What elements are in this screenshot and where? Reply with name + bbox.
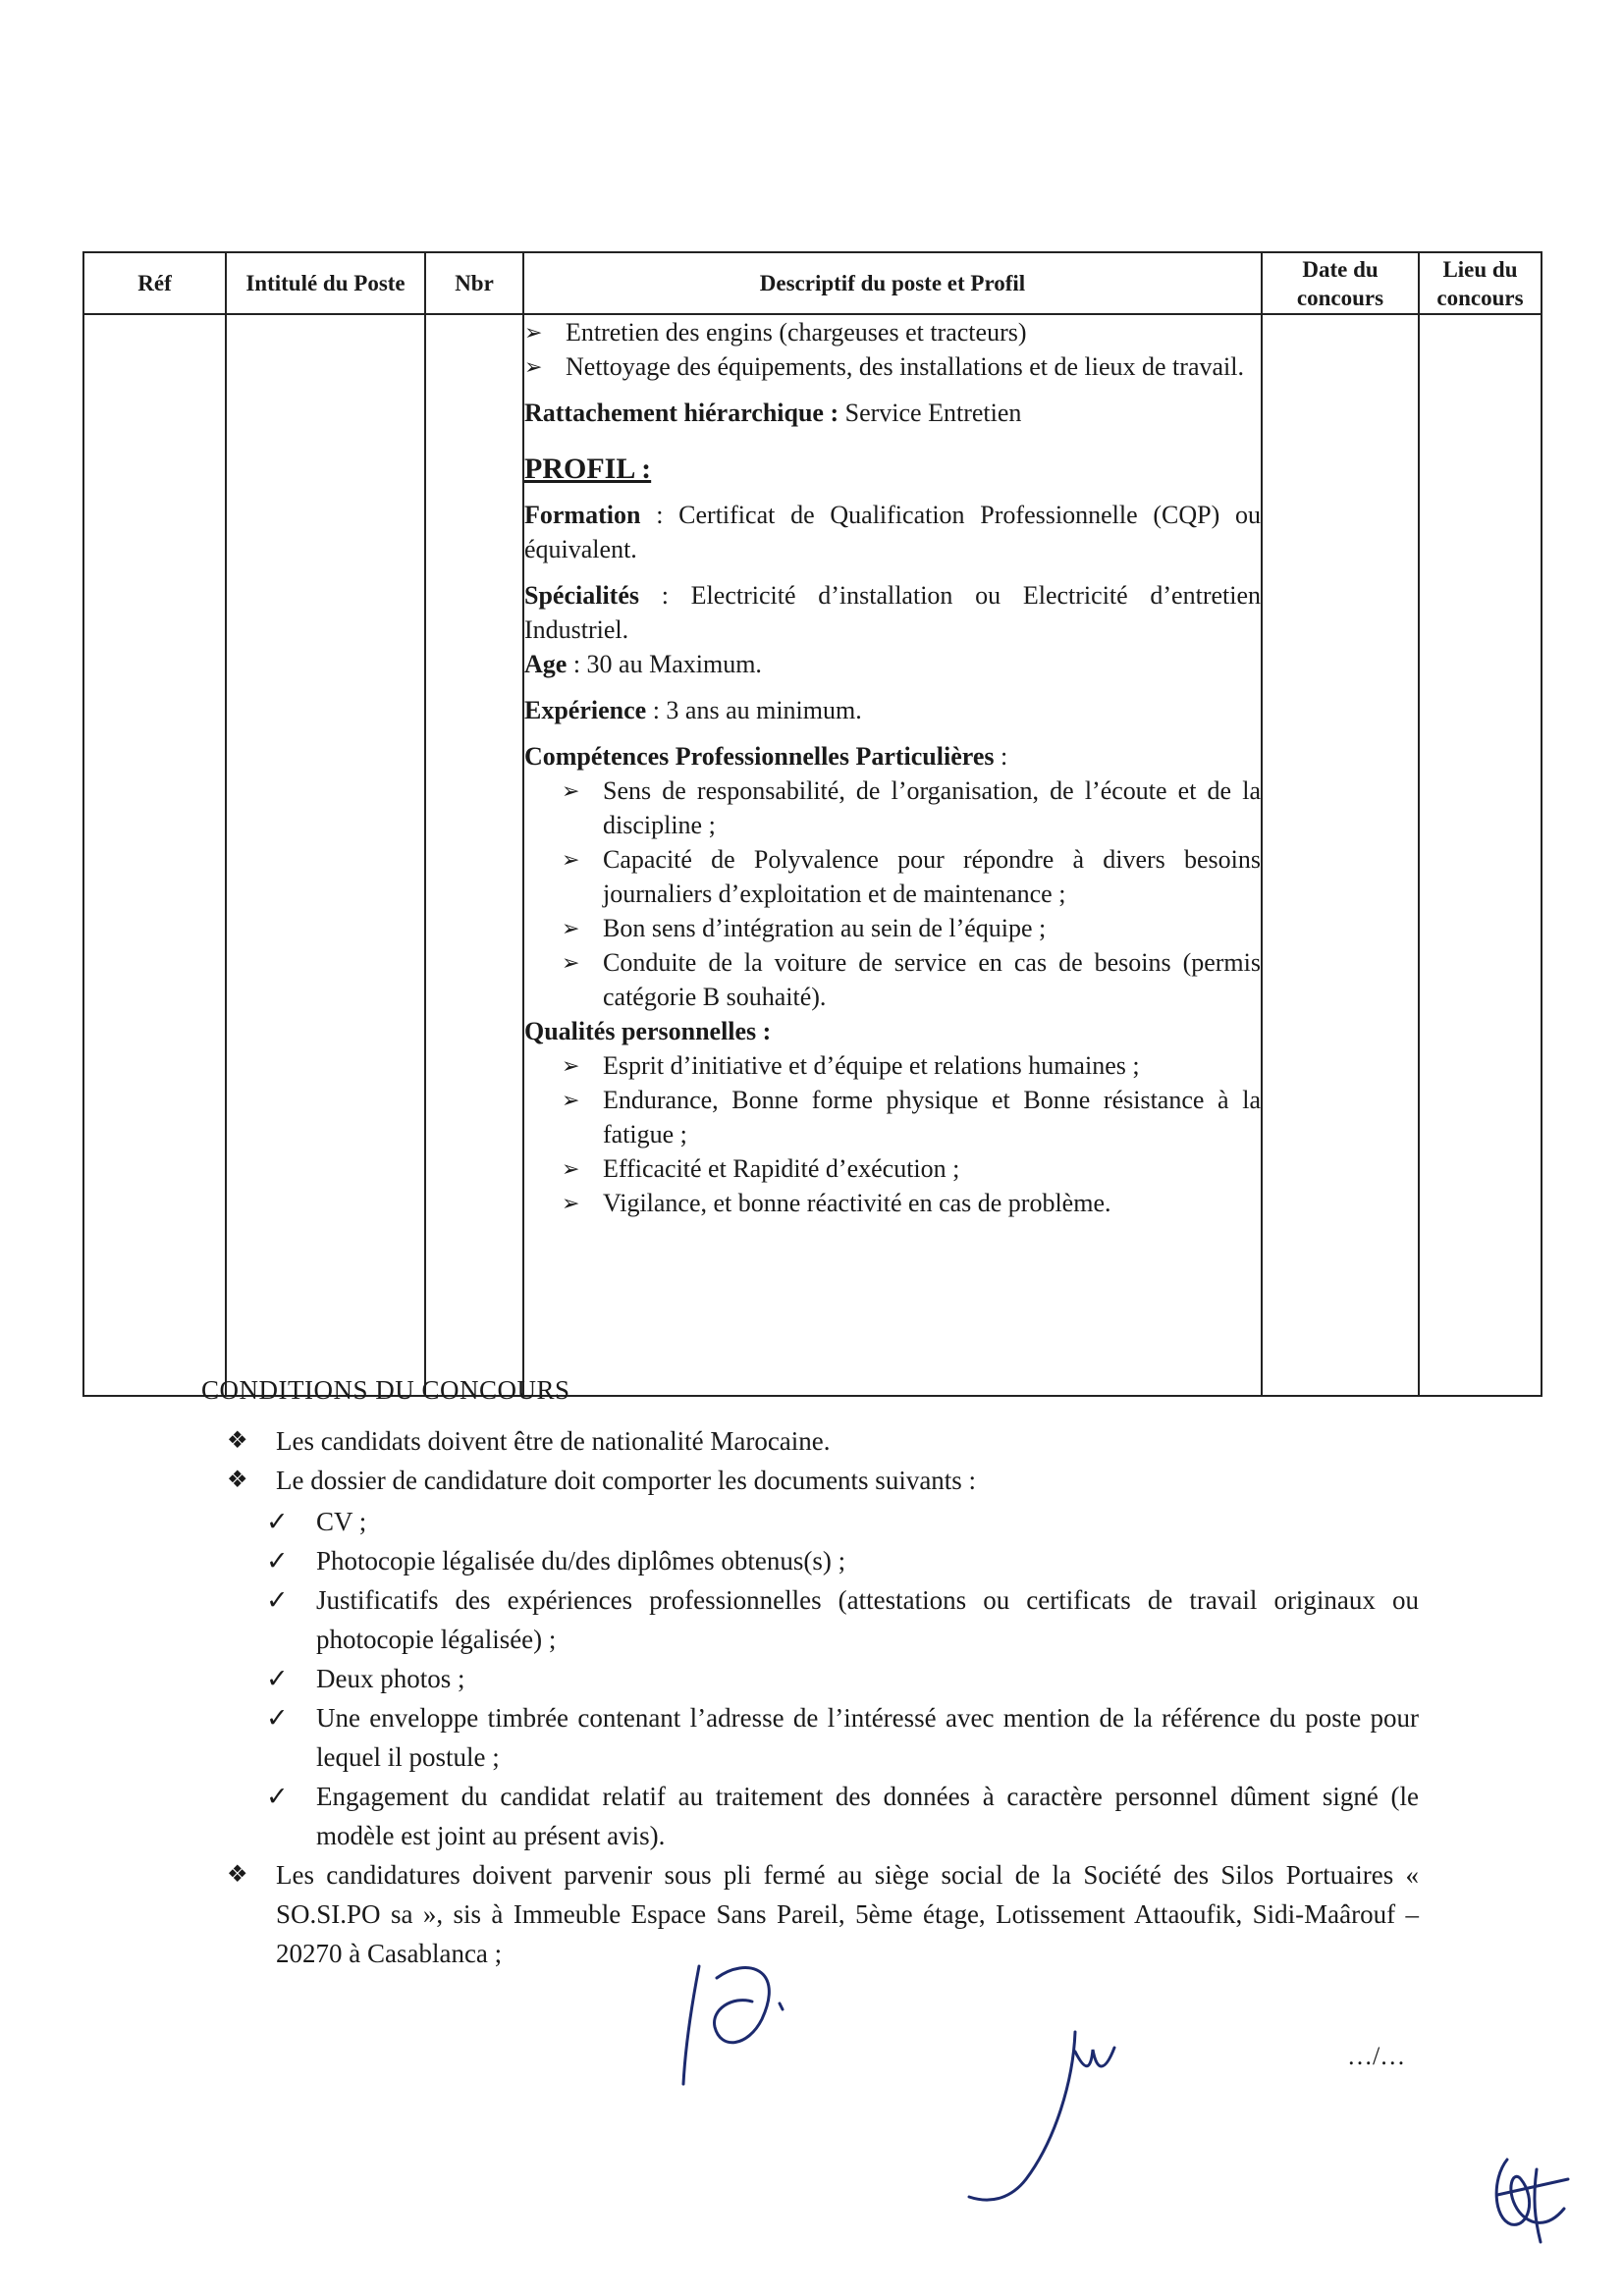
arrow-bullet-icon: ➢ [524, 354, 543, 379]
dossier-intro-text: Le dossier de candidature doit comporter les documents suivants : [276, 1466, 977, 1495]
list-item: ✓ Engagement du candidat relatif au traitement des données à caractère personnel dûment signé (le modèle est joint au présent avis). [201, 1777, 1419, 1855]
arrow-bullet-icon: ➢ [562, 778, 580, 803]
checkmark-icon: ✓ [266, 1507, 289, 1536]
checkmark-icon: ✓ [266, 1585, 289, 1615]
list-item: ➢ Nettoyage des équipements, des installations et de lieux de travail. [524, 349, 1261, 384]
checkmark-icon: ✓ [266, 1546, 289, 1575]
list-item: ✓ Deux photos ; [201, 1659, 1419, 1698]
conditions-list [201, 1421, 1419, 1973]
job-table [82, 251, 1542, 1397]
table-header-row [83, 252, 1542, 314]
arrow-bullet-icon: ➢ [562, 916, 580, 940]
list-item: ➢ Efficacité et Rapidité d’exécution ; [524, 1151, 1261, 1186]
list-item: ➢ Sens de responsabilité, de l’organisation, de l’écoute et de la discipline ; [524, 774, 1261, 842]
header-date: Date du concours [1262, 252, 1419, 314]
experience-label: Expérience [524, 696, 647, 724]
qualites-list [524, 1048, 1261, 1220]
cell-intitule [226, 314, 425, 1396]
checkmark-icon: ✓ [266, 1703, 289, 1733]
formation-line: Formation : Certificat de Qualification Professionnelle (CQP) ou équivalent. [524, 501, 1262, 563]
competences-list [524, 774, 1261, 1014]
arrow-bullet-icon: ➢ [562, 847, 580, 872]
handwritten-signature [957, 2022, 1134, 2218]
checkmark-icon: ✓ [266, 1664, 289, 1693]
handwritten-initials-signature [677, 1949, 805, 2096]
list-item: ➢ Esprit d’initiative et d’équipe et relations humaines ; [524, 1048, 1261, 1083]
four-diamond-bullet-icon: ❖ [227, 1428, 248, 1454]
header-ref: Réf [83, 252, 226, 314]
list-item [201, 1855, 1419, 1973]
list-item: ✓ CV ; [201, 1502, 1419, 1541]
task-list [524, 315, 1261, 384]
arrow-bullet-icon: ➢ [562, 950, 580, 975]
list-item [201, 1461, 1419, 1855]
page-continuation: …/… [1347, 2042, 1406, 2070]
documents-list [201, 1502, 1419, 1855]
list-item: ➢ Capacité de Polyvalence pour répondre à divers besoins journaliers d’exploitation et de maintenance ; [524, 842, 1261, 911]
arrow-bullet-icon: ➢ [562, 1053, 580, 1078]
rattachement-value: Service Entretien [844, 399, 1022, 427]
profil-heading: PROFIL : [524, 453, 652, 485]
rattachement-label: Rattachement hiérarchique : [524, 399, 839, 427]
cell-nbr [425, 314, 523, 1396]
list-item: ➢ Conduite de la voiture de service en cas de besoins (permis catégorie B souhaité). [524, 945, 1261, 1014]
list-item: ✓ Une enveloppe timbrée contenant l’adresse de l’intéressé avec mention de la référence du poste pour lequel il postule ; [201, 1698, 1419, 1777]
header-descriptif: Descriptif du poste et Profil [523, 252, 1262, 314]
experience-line: Expérience : 3 ans au minimum. [524, 696, 862, 724]
list-item: ✓ Photocopie légalisée du/des diplômes obtenus(s) ; [201, 1541, 1419, 1580]
four-diamond-bullet-icon: ❖ [227, 1862, 248, 1888]
table-row [83, 314, 1542, 1396]
specialites-label: Spécialités [524, 581, 639, 610]
arrow-bullet-icon: ➢ [562, 1088, 580, 1112]
nationality-text: Les candidats doivent être de nationalité Marocaine. [276, 1426, 831, 1456]
age-label: Age [524, 650, 568, 678]
list-item [201, 1421, 1419, 1461]
header-nbr: Nbr [425, 252, 523, 314]
cell-lieu [1419, 314, 1542, 1396]
header-intitule: Intitulé du Poste [226, 252, 425, 314]
header-lieu: Lieu du concours [1419, 252, 1542, 314]
arrow-bullet-icon: ➢ [562, 1191, 580, 1215]
formation-label: Formation [524, 501, 641, 529]
rattachement-line [524, 396, 1261, 430]
qualites-heading: Qualités personnelles : [524, 1017, 772, 1045]
cell-descriptif [523, 314, 1262, 1396]
submission-text: Les candidatures doivent parvenir sous pli fermé au siège social de la Société des Silos Portuaires « SO.SI.PO sa », sis à Immeuble Espace Sans Pareil, 5ème étage, Lotissement Attaoufik, Sidi-Maârouf – 20270 à Casablanca ; [276, 1860, 1419, 1968]
arrow-bullet-icon: ➢ [562, 1156, 580, 1181]
list-item: ➢ Vigilance, et bonne réactivité en cas de problème. [524, 1186, 1261, 1220]
specialites-line: Spécialités : Electricité d’installation ou Electricité d’entretien Industriel. [524, 581, 1262, 644]
conditions-section [201, 1370, 1419, 1973]
list-item: ✓ Justificatifs des expériences professionnelles (attestations ou certificats de travail originaux ou photocopie légalisée) ; [201, 1580, 1419, 1659]
cell-ref [83, 314, 226, 1396]
cell-date [1262, 314, 1419, 1396]
handwritten-paraph [1478, 2140, 1576, 2248]
list-item: ➢ Bon sens d’intégration au sein de l’équipe ; [524, 911, 1261, 945]
competences-heading: Compétences Professionnelles Particulières : [524, 742, 1008, 771]
four-diamond-bullet-icon: ❖ [227, 1468, 248, 1493]
conditions-title: CONDITIONS DU CONCOURS [201, 1375, 570, 1405]
arrow-bullet-icon: ➢ [524, 320, 543, 345]
list-item: ➢ Endurance, Bonne forme physique et Bonne résistance à la fatigue ; [524, 1083, 1261, 1151]
checkmark-icon: ✓ [266, 1782, 289, 1811]
list-item: ➢ Entretien des engins (chargeuses et tracteurs) [524, 315, 1261, 349]
age-line: Age : 30 au Maximum. [524, 650, 762, 678]
